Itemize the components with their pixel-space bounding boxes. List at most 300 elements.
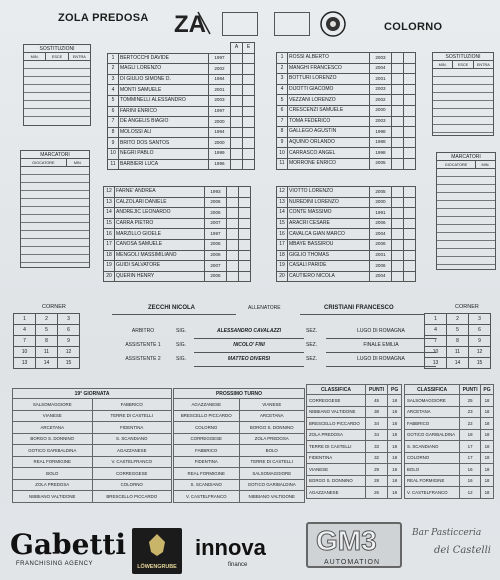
corner-cell[interactable]: 7 xyxy=(14,336,36,347)
player-name: ARACRI CESARE xyxy=(288,218,370,229)
match-row xyxy=(174,445,305,457)
match-row xyxy=(174,479,305,491)
standings-team: AGAZZANESE xyxy=(307,487,366,499)
player-name: MONTI SAMUELE xyxy=(119,85,209,96)
player-row xyxy=(277,95,416,106)
standings-pg: 18 xyxy=(481,418,494,430)
espulso-cell[interactable] xyxy=(239,208,251,219)
player-number: 15 xyxy=(277,218,288,229)
home-team-name: ARCETANA xyxy=(13,422,93,434)
ammonito-cell[interactable] xyxy=(392,95,404,106)
corner-cell[interactable]: 7 xyxy=(425,336,447,347)
espulso-cell[interactable] xyxy=(239,197,251,208)
player-name: VEZZANI LORENZO xyxy=(288,95,370,106)
away-team-name: BRESCELLO PICCARDO xyxy=(92,491,172,503)
home-team-name: AGAZZANESE xyxy=(174,399,240,411)
player-number: 19 xyxy=(277,261,288,272)
player-name: CANOSA SAMUELE xyxy=(115,239,205,250)
player-row xyxy=(277,127,416,138)
home-team-name: COLORNO xyxy=(174,422,240,434)
player-name: CARRA PIETRO xyxy=(115,218,205,229)
scorers-title: MARCATORI xyxy=(21,151,89,159)
player-year: 2006 xyxy=(370,239,392,250)
standings-pg: 18 xyxy=(388,429,402,441)
player-row xyxy=(277,105,416,116)
player-year: 1998 xyxy=(370,127,392,138)
player-row xyxy=(108,53,255,64)
player-number: 4 xyxy=(277,84,288,95)
espulso-cell[interactable] xyxy=(404,53,416,64)
espulso-cell[interactable] xyxy=(239,261,251,272)
ammonito-cell[interactable] xyxy=(392,187,404,198)
player-number: 18 xyxy=(104,250,115,261)
player-row xyxy=(104,218,251,229)
standings-team: BOLO xyxy=(405,464,460,476)
player-year: 2006 xyxy=(205,208,227,219)
scorers-title: MARCATORI xyxy=(437,153,495,161)
player-year: 2006 xyxy=(370,218,392,229)
away-team-name: VIANESE xyxy=(239,399,305,411)
away-team-name: NIBBIANO VALTIDONE xyxy=(239,491,305,503)
corner-cell[interactable]: 15 xyxy=(469,358,491,369)
player-number: 12 xyxy=(277,187,288,198)
sub-col-in: ENTRA xyxy=(72,55,86,59)
home-team-name: SALSOMAGGIORE xyxy=(13,399,93,411)
corner-cell[interactable]: 12 xyxy=(469,347,491,358)
official-name: NICOLO' FINI xyxy=(194,338,304,352)
home-corner-grid[interactable] xyxy=(13,313,80,369)
espulso-cell[interactable] xyxy=(404,74,416,85)
corner-cell[interactable]: 13 xyxy=(425,358,447,369)
standings-row xyxy=(307,395,402,407)
standings-points: 17 xyxy=(460,452,481,464)
player-row xyxy=(104,261,251,272)
corner-cell[interactable]: 14 xyxy=(36,358,58,369)
standings-row xyxy=(405,406,494,418)
ammonito-cell[interactable] xyxy=(392,63,404,74)
espulso-cell[interactable] xyxy=(404,229,416,240)
espulso-cell[interactable] xyxy=(243,159,255,170)
player-name: VIOTTO LORENZO xyxy=(288,187,370,198)
round-title: PROSSIMO TURNO xyxy=(174,389,305,399)
player-name: GIGLIO THOMAS xyxy=(288,250,370,261)
official-role: ASSISTENTE 1 xyxy=(125,342,161,348)
espulso-cell[interactable] xyxy=(404,137,416,148)
standings-points: 16 xyxy=(460,475,481,487)
ammonito-cell[interactable] xyxy=(231,159,243,170)
official-sez: SEZ. xyxy=(306,342,318,348)
player-name: ANDREJIC LEONARDO xyxy=(115,208,205,219)
player-number: 2 xyxy=(277,63,288,74)
player-number: 10 xyxy=(108,148,119,159)
espulso-cell[interactable] xyxy=(404,239,416,250)
ammonito-cell[interactable] xyxy=(392,127,404,138)
player-row xyxy=(277,74,416,85)
ammonito-cell[interactable] xyxy=(392,105,404,116)
ammonito-cell[interactable] xyxy=(392,229,404,240)
espulso-cell[interactable] xyxy=(243,64,255,75)
official-city: LUGO DI ROMAGNA xyxy=(326,352,436,366)
espulso-cell[interactable] xyxy=(243,74,255,85)
standings-team: COLORNO xyxy=(405,452,460,464)
espulso-cell[interactable] xyxy=(404,158,416,169)
match-row xyxy=(174,491,305,503)
ammonito-cell[interactable] xyxy=(227,187,239,198)
corner-cell[interactable]: 11 xyxy=(36,347,58,358)
player-number: 14 xyxy=(277,208,288,219)
player-name: DE ANGELIS BIAGIO xyxy=(119,117,209,128)
corner-cell[interactable]: 10 xyxy=(14,347,36,358)
official-row xyxy=(112,324,436,338)
ammonito-cell[interactable] xyxy=(392,197,404,208)
espulso-cell[interactable] xyxy=(404,261,416,272)
official-role: ASSISTENTE 2 xyxy=(125,356,161,362)
espulso-cell[interactable] xyxy=(243,117,255,128)
home-team-name: BOLO xyxy=(13,468,93,480)
espulso-cell[interactable] xyxy=(239,187,251,198)
home-team-name: BORGO S. DONNINO xyxy=(13,433,93,445)
standings-pg: 18 xyxy=(481,487,494,499)
player-year: 2004 xyxy=(370,63,392,74)
corner-cell[interactable]: 13 xyxy=(14,358,36,369)
espulso-cell[interactable] xyxy=(243,138,255,149)
home-team-name: REAL FORMIGINE xyxy=(13,456,93,468)
standings-points: 23 xyxy=(460,406,481,418)
standings-points: 16 xyxy=(460,464,481,476)
gm3-logo-text: GM3 xyxy=(316,525,377,556)
player-row xyxy=(108,95,255,106)
player-number: 7 xyxy=(108,117,119,128)
away-coach: CRISTIANI FRANCESCO xyxy=(324,305,394,311)
corner-cell[interactable]: 6 xyxy=(58,325,80,336)
scorers-col-player: GIOCATORE xyxy=(21,159,67,166)
ammonito-cell[interactable] xyxy=(227,271,239,282)
official-sig: SIG. xyxy=(176,356,187,362)
col-a-label: A xyxy=(231,43,243,54)
away-team-name: TERRE DI CASTELLI xyxy=(239,456,305,468)
standings-row xyxy=(405,395,494,407)
ammonito-cell[interactable] xyxy=(231,106,243,117)
standings-row xyxy=(405,475,494,487)
corner-cell[interactable]: 2 xyxy=(447,314,469,325)
player-year: 1991 xyxy=(370,208,392,219)
player-name: TOMMINELLI ALESSANDRO xyxy=(119,95,209,106)
player-row xyxy=(108,138,255,149)
player-number: 6 xyxy=(277,105,288,116)
player-number: 5 xyxy=(108,95,119,106)
espulso-cell[interactable] xyxy=(243,106,255,117)
home-team-name: BRESCELLO PICCARDO xyxy=(174,410,240,422)
player-name: GALLEGO AGUSTIN xyxy=(288,127,370,138)
corner-cell[interactable]: 9 xyxy=(469,336,491,347)
standings-pg: 18 xyxy=(388,487,402,499)
standings-row xyxy=(307,475,402,487)
player-row xyxy=(108,117,255,128)
player-number: 20 xyxy=(277,271,288,282)
espulso-cell[interactable] xyxy=(239,250,251,261)
standings-row xyxy=(307,464,402,476)
corner-cell[interactable]: 14 xyxy=(447,358,469,369)
player-row xyxy=(108,106,255,117)
home-score-box[interactable] xyxy=(222,12,258,36)
standings-team: SALSOMAGGIORE xyxy=(405,395,460,407)
player-name: BARBIERI LUCA xyxy=(119,159,209,170)
home-scorers-box xyxy=(20,150,90,268)
match-row xyxy=(174,422,305,434)
ammonito-cell[interactable] xyxy=(231,95,243,106)
player-row xyxy=(277,158,416,169)
standings-team: ARCETANA xyxy=(405,406,460,418)
ammonito-cell[interactable] xyxy=(392,250,404,261)
away-team-name: COLORNO xyxy=(92,479,172,491)
player-year: 2007 xyxy=(205,261,227,272)
player-name: MBAYE BASSIROU xyxy=(288,239,370,250)
ammonito-cell[interactable] xyxy=(392,208,404,219)
away-score-box[interactable] xyxy=(274,12,310,36)
player-name: CARRASCO ANGEL xyxy=(288,148,370,159)
player-year: 1993 xyxy=(205,187,227,198)
espulso-cell[interactable] xyxy=(404,116,416,127)
standings-points: 28 xyxy=(365,475,387,487)
ammonito-cell[interactable] xyxy=(227,229,239,240)
espulso-cell[interactable] xyxy=(404,63,416,74)
scorer-rows[interactable] xyxy=(21,167,89,263)
player-year: 1998 xyxy=(370,148,392,159)
espulso-cell[interactable] xyxy=(404,148,416,159)
ammonito-cell[interactable] xyxy=(231,138,243,149)
substitution-rows[interactable] xyxy=(433,69,493,133)
away-team-title: COLORNO xyxy=(384,21,443,33)
ammonito-cell[interactable] xyxy=(231,64,243,75)
match-row xyxy=(13,399,172,411)
espulso-cell[interactable] xyxy=(404,271,416,282)
standings-row xyxy=(405,452,494,464)
corner-cell[interactable]: 8 xyxy=(36,336,58,347)
standings-points: 26 xyxy=(365,487,387,499)
away-team-name: V. CASTELFRANCO xyxy=(92,456,172,468)
coach-label: ALLENATORE xyxy=(248,305,281,311)
corner-cell[interactable]: 11 xyxy=(447,347,469,358)
standings-points: 45 xyxy=(365,395,387,407)
ammonito-cell[interactable] xyxy=(227,197,239,208)
ammonito-cell[interactable] xyxy=(392,84,404,95)
corner-cell[interactable]: 1 xyxy=(14,314,36,325)
ammonito-cell[interactable] xyxy=(392,53,404,64)
ammonito-cell[interactable] xyxy=(231,148,243,159)
ammonito-cell[interactable] xyxy=(392,148,404,159)
espulso-cell[interactable] xyxy=(243,85,255,96)
standings-points: 34 xyxy=(365,429,387,441)
player-year: 1997 xyxy=(205,229,227,240)
player-year: 1997 xyxy=(209,106,231,117)
player-row xyxy=(277,271,416,282)
away-team-name: FABBRICO xyxy=(92,399,172,411)
ammonito-cell[interactable] xyxy=(392,271,404,282)
substitution-rows[interactable] xyxy=(24,61,90,117)
player-year: 2006 xyxy=(370,261,392,272)
away-scorers-box xyxy=(436,152,496,270)
ammonito-cell[interactable] xyxy=(392,261,404,272)
player-name: MENGOLI MASSIMILIANO xyxy=(115,250,205,261)
official-city: LUGO DI ROMAGNA xyxy=(326,324,436,338)
player-row xyxy=(104,250,251,261)
standings-team: CORREGGESE xyxy=(307,395,366,407)
player-name: CONTE MASSIMO xyxy=(288,208,370,219)
player-name: GUIDI SALVATORE xyxy=(115,261,205,272)
away-team-name: ZOLA PREDOSA xyxy=(239,433,305,445)
corner-cell[interactable]: 1 xyxy=(425,314,447,325)
player-number: 15 xyxy=(104,218,115,229)
ammonito-cell[interactable] xyxy=(392,74,404,85)
standings-pg: 18 xyxy=(481,429,494,441)
round-title: 19° GIORNATA xyxy=(13,389,172,399)
scorer-rows[interactable] xyxy=(437,169,495,265)
corner-cell[interactable]: 3 xyxy=(58,314,80,325)
player-number: 17 xyxy=(104,239,115,250)
gm3-logo xyxy=(306,522,402,568)
ammonito-cell[interactable] xyxy=(392,158,404,169)
standings-row xyxy=(307,487,402,499)
espulso-cell[interactable] xyxy=(239,239,251,250)
ammonito-cell[interactable] xyxy=(231,85,243,96)
espulso-cell[interactable] xyxy=(239,229,251,240)
ammonito-cell[interactable] xyxy=(231,53,243,64)
corner-cell[interactable]: 3 xyxy=(469,314,491,325)
corner-cell[interactable]: 4 xyxy=(14,325,36,336)
ammonito-cell[interactable] xyxy=(227,218,239,229)
standings-team: TERRE DI CASTELLI xyxy=(307,441,366,453)
player-row xyxy=(277,63,416,74)
ammonito-cell[interactable] xyxy=(231,127,243,138)
espulso-cell[interactable] xyxy=(243,127,255,138)
player-number: 8 xyxy=(108,127,119,138)
player-name: MORRONE ENRICO xyxy=(288,158,370,169)
espulso-cell[interactable] xyxy=(404,105,416,116)
corner-cell[interactable]: 8 xyxy=(447,336,469,347)
standings-pg: 18 xyxy=(388,406,402,418)
espulso-cell[interactable] xyxy=(404,218,416,229)
ammonito-cell[interactable] xyxy=(227,208,239,219)
player-number: 6 xyxy=(108,106,119,117)
officials-table xyxy=(112,324,436,367)
colorno-crest-icon xyxy=(318,9,348,39)
player-year: 1999 xyxy=(209,148,231,159)
ammonito-cell[interactable] xyxy=(231,74,243,85)
player-name: AQUINO ORLANDO xyxy=(288,137,370,148)
player-year: 2006 xyxy=(205,197,227,208)
player-year: 2006 xyxy=(205,239,227,250)
lowengrube-logo xyxy=(132,528,182,574)
espulso-cell[interactable] xyxy=(404,84,416,95)
corner-left-title: CORNER xyxy=(42,304,66,310)
espulso-cell[interactable] xyxy=(239,218,251,229)
ammonito-cell[interactable] xyxy=(227,261,239,272)
espulso-cell[interactable] xyxy=(404,197,416,208)
corner-cell[interactable]: 6 xyxy=(469,325,491,336)
player-number: 7 xyxy=(277,116,288,127)
ammonito-cell[interactable] xyxy=(392,116,404,127)
standings-row xyxy=(405,441,494,453)
home-team-name: GOTICO GARIBALDINA xyxy=(13,445,93,457)
away-team-name: S. SCANDIANO xyxy=(92,433,172,445)
player-number: 12 xyxy=(104,187,115,198)
ammonito-cell[interactable] xyxy=(392,137,404,148)
espulso-cell[interactable] xyxy=(404,187,416,198)
player-name: CAUTIERO NICOLA xyxy=(288,271,370,282)
player-row xyxy=(277,116,416,127)
espulso-cell[interactable] xyxy=(243,95,255,106)
espulso-cell[interactable] xyxy=(243,148,255,159)
player-name: MOLOSSI ALI xyxy=(119,127,209,138)
espulso-cell[interactable] xyxy=(404,208,416,219)
ammonito-cell[interactable] xyxy=(227,250,239,261)
substitutions-title: SOSTITUZIONI xyxy=(433,53,493,61)
standings-pg: 18 xyxy=(481,441,494,453)
player-year: 1994 xyxy=(209,127,231,138)
player-row xyxy=(104,187,251,198)
ammonito-cell[interactable] xyxy=(227,239,239,250)
espulso-cell[interactable] xyxy=(239,271,251,282)
player-name: DIJOTTI GIACOMO xyxy=(288,84,370,95)
player-year: 2002 xyxy=(209,64,231,75)
standings-team: BORGO S. DONNINO xyxy=(307,475,366,487)
official-row xyxy=(112,338,436,352)
ammonito-cell[interactable] xyxy=(392,239,404,250)
player-row xyxy=(277,239,416,250)
lowengrube-text: LÖWENGRUBE xyxy=(137,564,177,570)
player-row xyxy=(104,197,251,208)
player-name: MARZILLO GIOELE xyxy=(115,229,205,240)
ammonito-cell[interactable] xyxy=(392,218,404,229)
ammonito-cell[interactable] xyxy=(231,117,243,128)
standings-pg: 18 xyxy=(388,475,402,487)
player-name: CRESCENZI SAMUELE xyxy=(288,105,370,116)
corner-cell[interactable]: 2 xyxy=(36,314,58,325)
corner-cell[interactable]: 9 xyxy=(58,336,80,347)
player-number: 20 xyxy=(104,271,115,282)
corner-cell[interactable]: 10 xyxy=(425,347,447,358)
standings-points: 34 xyxy=(365,418,387,430)
player-year: 2003 xyxy=(370,116,392,127)
standings-points: 22 xyxy=(460,418,481,430)
player-row xyxy=(277,208,416,219)
standings-team: BRESCELLO PICCARDO xyxy=(307,418,366,430)
home-team-title: ZOLA PREDOSA xyxy=(58,12,149,24)
corner-cell[interactable]: 5 xyxy=(36,325,58,336)
espulso-cell[interactable] xyxy=(404,95,416,106)
espulso-cell[interactable] xyxy=(243,53,255,64)
player-year: 2007 xyxy=(205,218,227,229)
corner-cell[interactable]: 12 xyxy=(58,347,80,358)
standings-team: GOTICO GARIBALDINA xyxy=(405,429,460,441)
official-sig: SIG. xyxy=(176,328,187,334)
corner-cell[interactable]: 5 xyxy=(447,325,469,336)
standings-points: 25 xyxy=(460,395,481,407)
player-row xyxy=(277,148,416,159)
corner-cell[interactable]: 4 xyxy=(425,325,447,336)
corner-cell[interactable]: 15 xyxy=(58,358,80,369)
player-row xyxy=(108,159,255,170)
player-name: TOMA FEDERICO xyxy=(288,116,370,127)
player-year: 2000 xyxy=(370,105,392,116)
home-team-name: REAL FORMIGINE xyxy=(174,468,240,480)
espulso-cell[interactable] xyxy=(404,250,416,261)
player-number: 11 xyxy=(108,159,119,170)
home-team-name: CORREGGESE xyxy=(174,433,240,445)
espulso-cell[interactable] xyxy=(404,127,416,138)
scorers-col-min: MIN. xyxy=(73,161,82,165)
player-number: 13 xyxy=(277,197,288,208)
